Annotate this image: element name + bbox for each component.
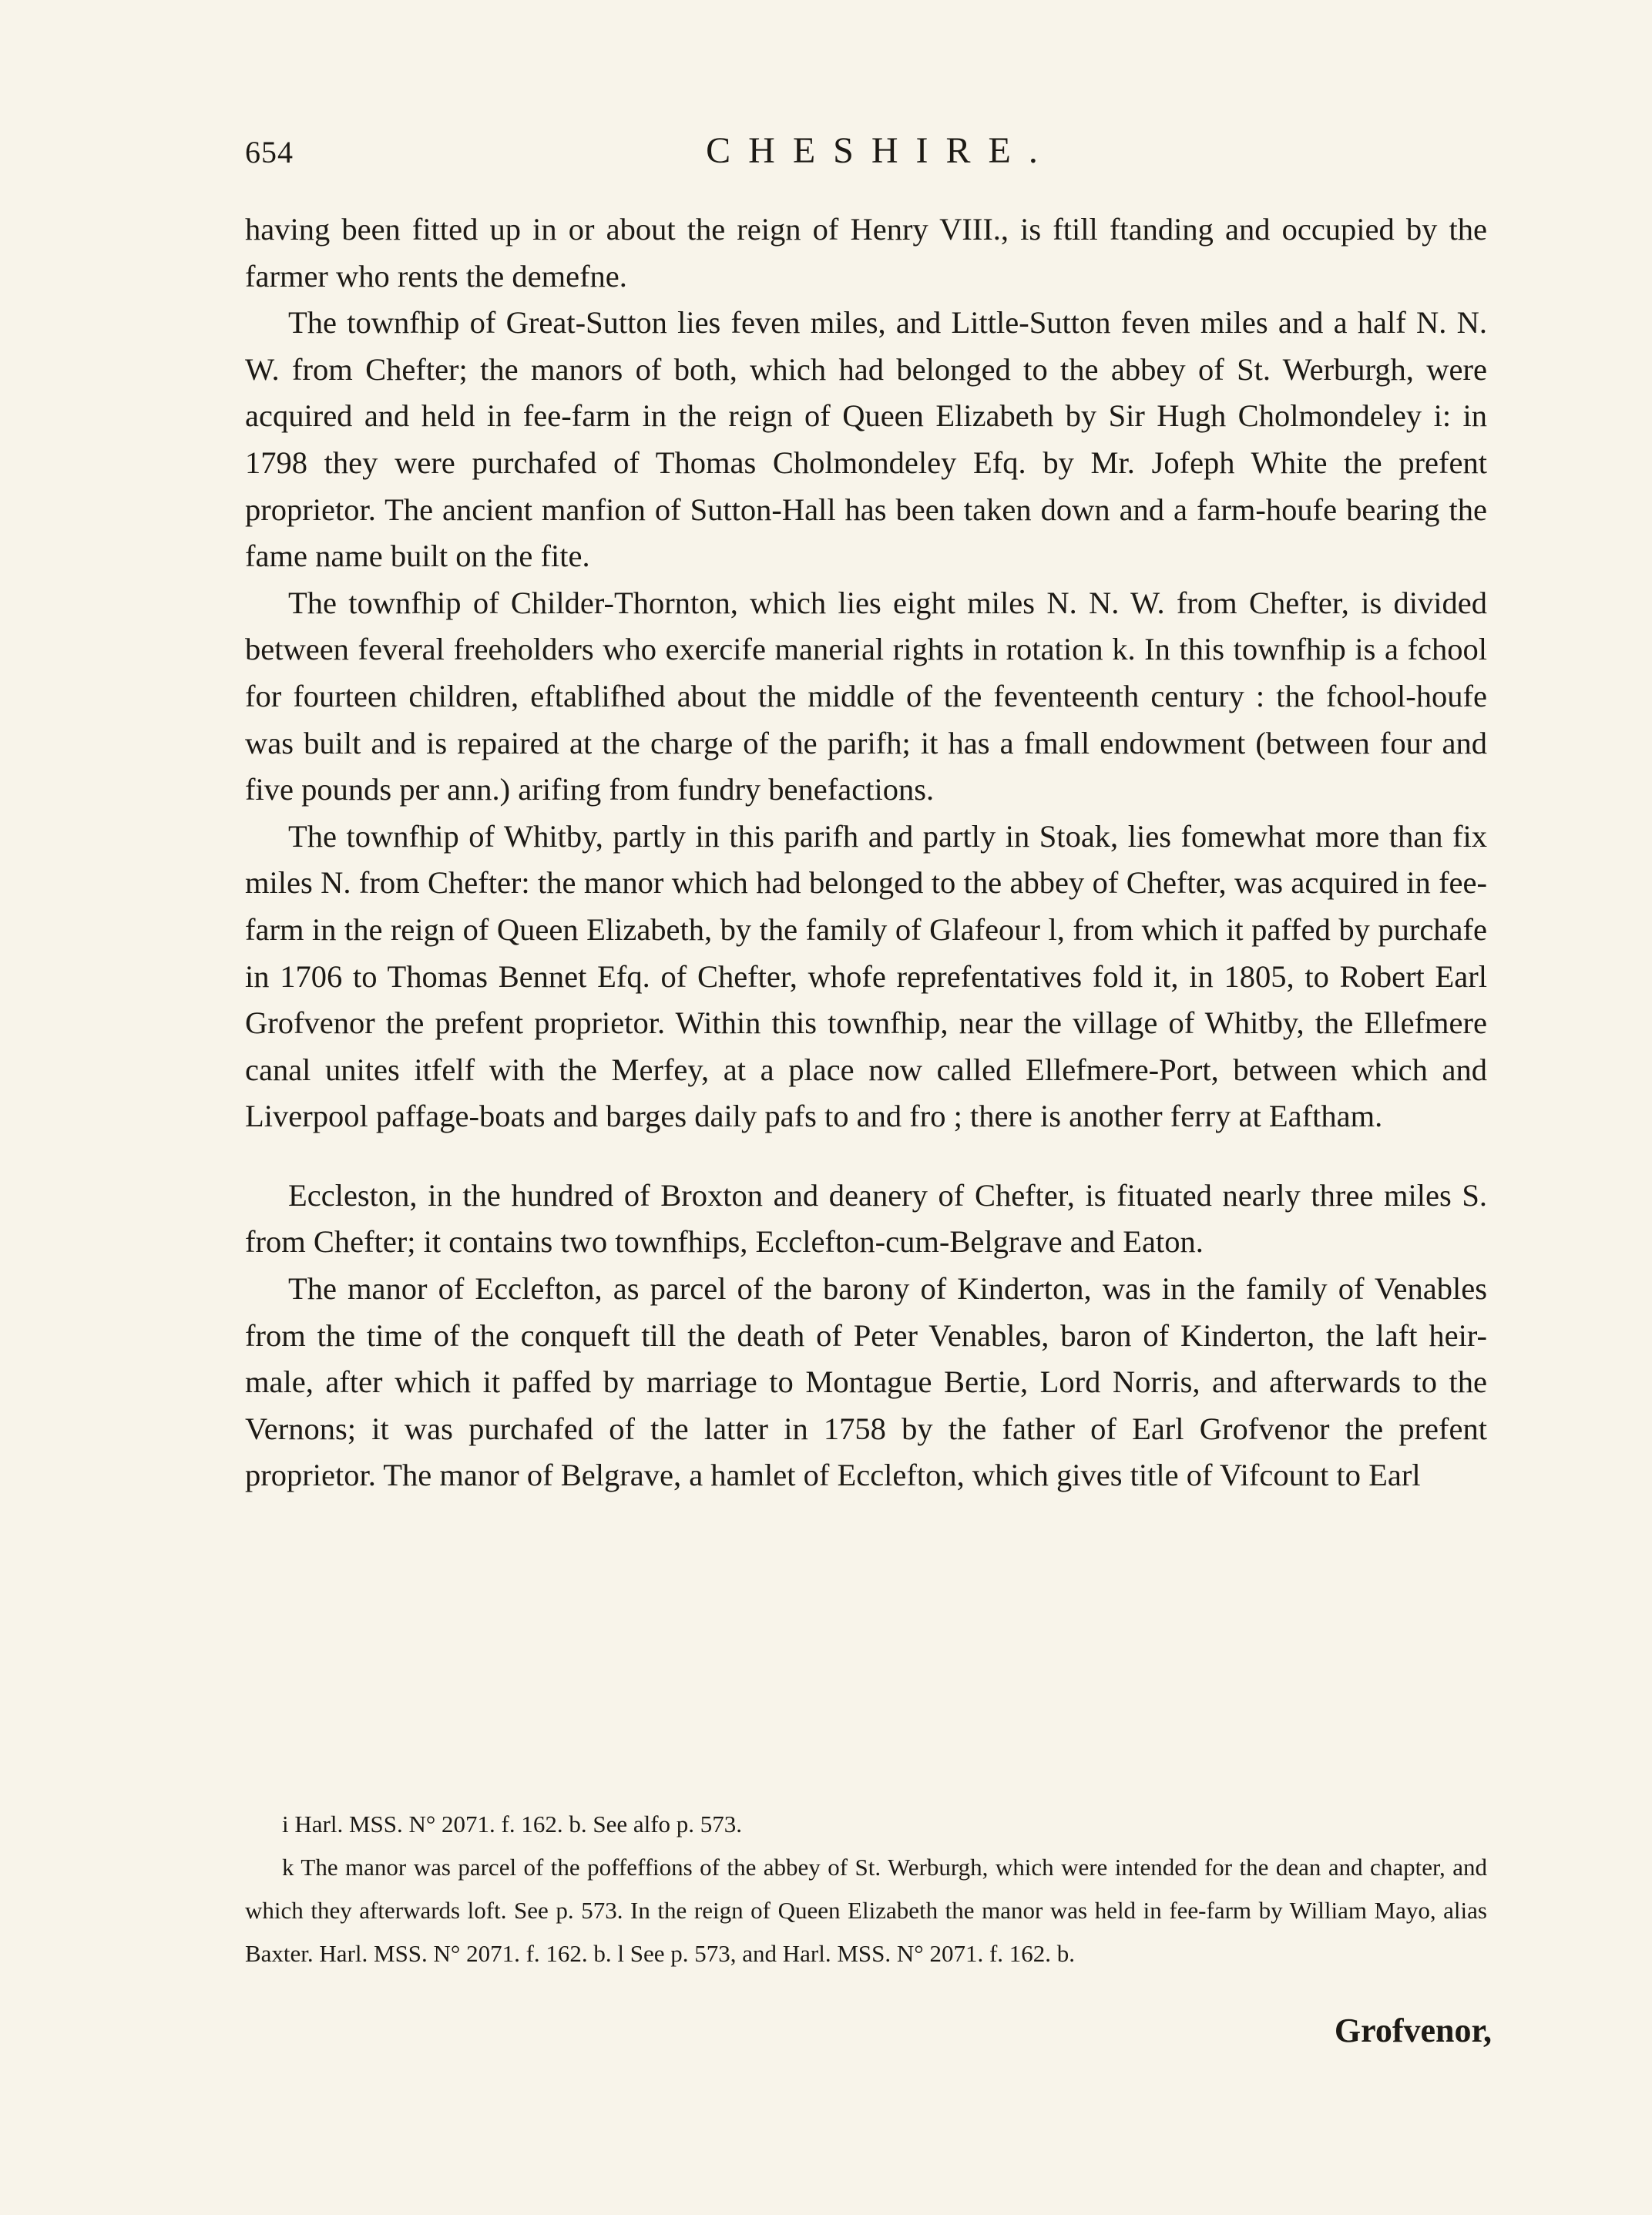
paragraph: The manor of Ecclefton, as parcel of the barony of Kinderton, was in the family of Venables from the time of the conqueft till the death of Peter Venables, baron of Kinderton, the laft heir-male, after which it paffed by marriage to Montague Bertie, Lord Norris, and afterwards to the Vernons; it was purchafed of the latter in 1758 by the father of Earl Grofvenor the prefent proprietor. The manor of Belgrave, a hamlet of Ecclefton, which gives title of Vifcount to Earl [245, 1271, 1487, 1493]
catchword: Grofvenor, [1334, 2012, 1492, 2049]
section-break [245, 1140, 1487, 1173]
footnotes [245, 1803, 1487, 1975]
running-title: CHESHIRE. [706, 130, 1056, 171]
paragraph: Eccleston, in the hundred of Broxton and deanery of Chefter, is fituated nearly three miles S. from Chefter; it contains two townfhips, Ecclefton-cum-Belgrave and Eaton. [245, 1177, 1487, 1260]
paragraph: The townfhip of Great-Sutton lies feven miles, and Little-Sutton feven miles and a half N. N. W. from Chefter; the manors of both, which had belonged to the abbey of St. Werburgh, were acquired and held in fee-farm in the reign of Queen Elizabeth by Sir Hugh Cholmondeley i: in 1798 they were purchafed of Thomas Cholmondeley Efq. by Mr. Jofeph White the prefent proprietor. The ancient manfion of Sutton-Hall has been taken down and a farm-houfe bearing the fame name built on the fite. [245, 305, 1487, 574]
paragraph: The townfhip of Childer-Thornton, which lies eight miles N. N. W. from Chefter, is divided between feveral freeholders who exercife manerial rights in rotation k. In this townfhip is a fchool for fourteen children, eftablifhed about the middle of the feventeenth century : the fchool-houfe was built and is repaired at the charge of the parifh; it has a fmall endowment (between four and five pounds per ann.) arifing from fundry benefactions. [245, 585, 1487, 807]
main-text [245, 206, 1487, 1499]
footnote: k The manor was parcel of the poffeffions of the abbey of St. Werburgh, which were intended for the dean and chapter, and which they afterwards loft. See p. 573. In the reign of Queen Elizabeth the manor was held in fee-farm by William Mayo, alias Baxter. Harl. MSS. N° 2071. f. 162. b. l See p. 573, and Harl. MSS. N° 2071. f. 162. b. [245, 1854, 1487, 1967]
page-number: 654 [245, 135, 294, 169]
page-header [245, 129, 1493, 183]
footnote: i Harl. MSS. N° 2071. f. 162. b. See alfo p. 573. [282, 1811, 743, 1837]
paragraph: The townfhip of Whitby, partly in this parifh and partly in Stoak, lies fomewhat more than fix miles N. from Chefter: the manor which had belonged to the abbey of Chefter, was acquired in fee-farm in the reign of Queen Elizabeth, by the family of Glafeour l, from which it paffed by purchafe in 1706 to Thomas Bennet Efq. of Chefter, whofe reprefentatives fold it, in 1805, to Robert Earl Grofvenor the prefent proprietor. Within this townfhip, near the village of Whitby, the Ellefmere canal unites itfelf with the Merfey, at a place now called Ellefmere-Port, between which and Liverpool paffage-boats and barges daily pafs to and fro ; there is another ferry at Eaftham. [245, 818, 1487, 1134]
paragraph: having been fitted up in or about the reign of Henry VIII., is ftill ftanding and occupied by the farmer who rents the demefne. [245, 212, 1487, 294]
